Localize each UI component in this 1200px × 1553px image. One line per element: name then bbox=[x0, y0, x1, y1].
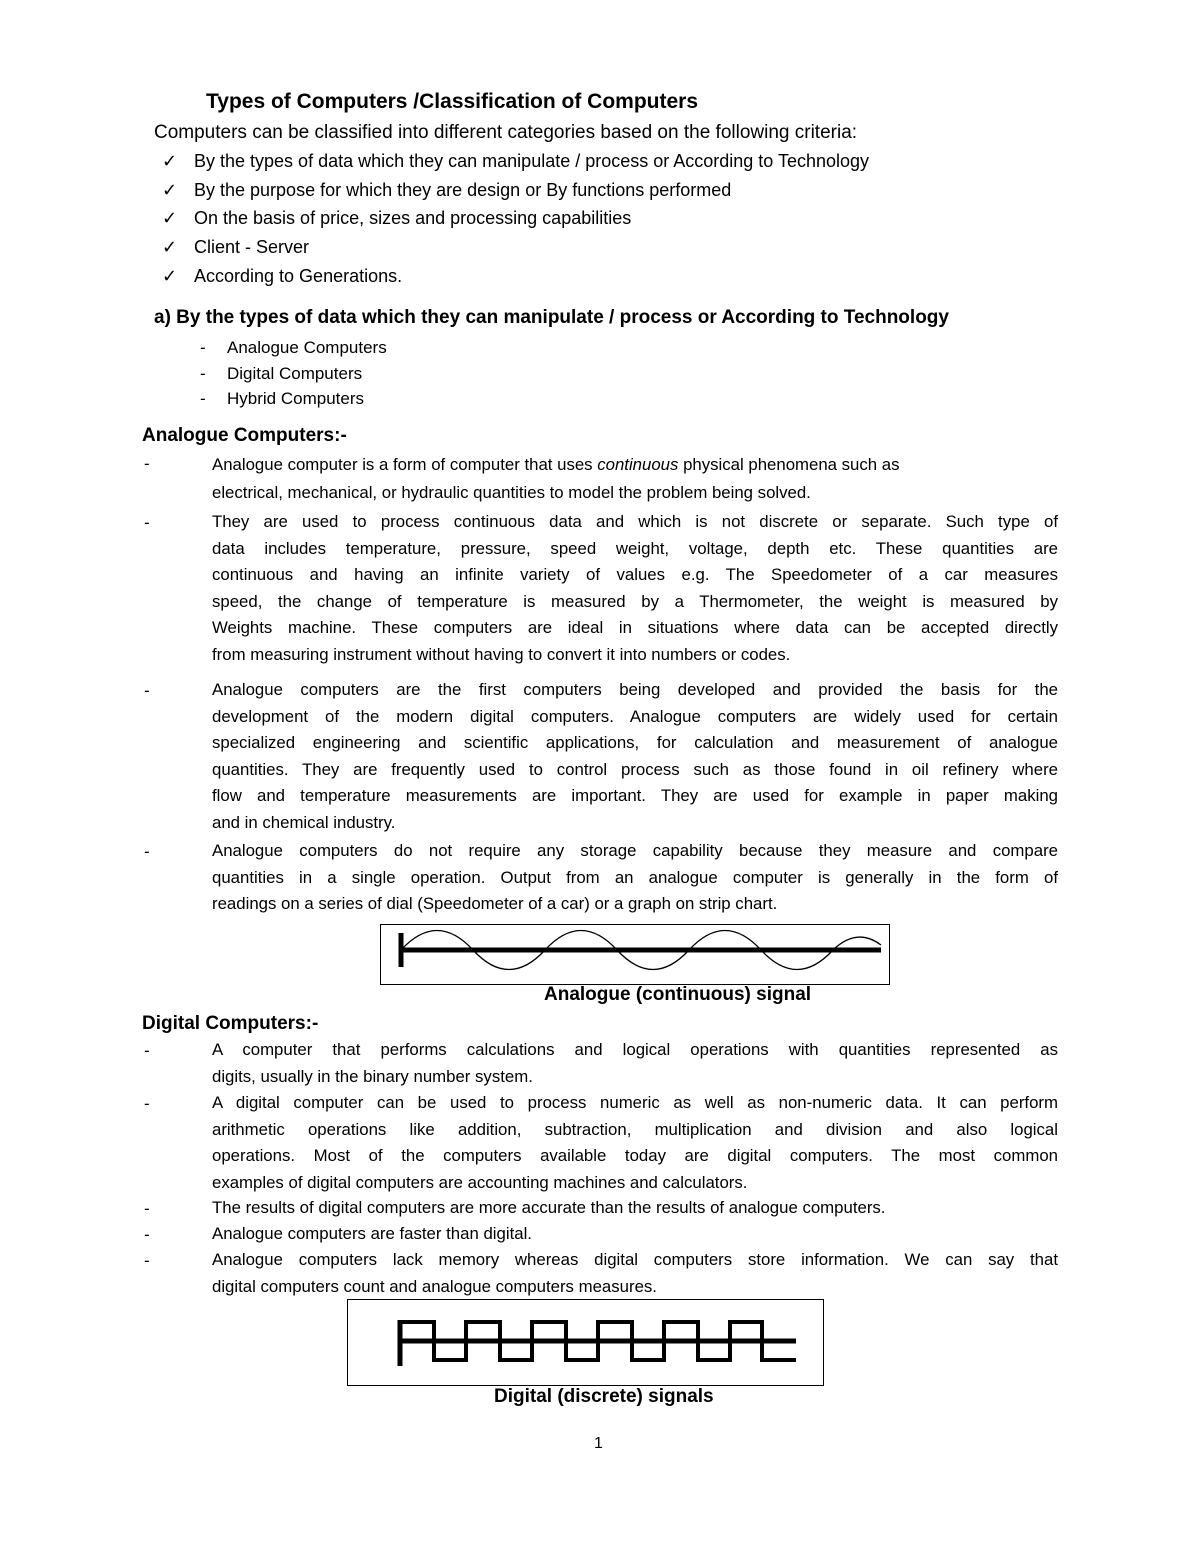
bullet-dash: - bbox=[144, 1094, 150, 1113]
digital-caption: Digital (discrete) signals bbox=[494, 1386, 714, 1407]
bullet-dash: - bbox=[144, 454, 150, 473]
analogue-paragraph-3 bbox=[212, 677, 1058, 836]
paragraph-line: A digital computer can be used to process numeric as well as non-numeric data. It can perform bbox=[212, 1093, 1058, 1112]
check-icon: ✓ bbox=[162, 208, 178, 228]
criteria-item: On the basis of price, sizes and processing capabilities bbox=[194, 208, 632, 228]
paragraph-line: and in chemical industry. bbox=[212, 812, 396, 832]
bullet-dash: - bbox=[144, 1251, 150, 1270]
paragraph-line: Analogue computers are the first computers being developed and provided the basis for the bbox=[212, 680, 1058, 699]
analogue-wave-icon bbox=[381, 925, 888, 983]
analogue-paragraph-4 bbox=[212, 838, 1058, 918]
paragraph-line: Analogue computer is a form of computer that uses continuous physical phenomena such as bbox=[212, 455, 900, 474]
analogue-caption: Analogue (continuous) signal bbox=[544, 984, 812, 1005]
digital-paragraph-4 bbox=[212, 1221, 1058, 1248]
paragraph-line: electrical, mechanical, or hydraulic quantities to model the problem being solved. bbox=[212, 483, 811, 502]
digital-paragraph-2 bbox=[212, 1090, 1058, 1196]
intro-text: Computers can be classified into different categories based on the following criteria: bbox=[154, 122, 858, 143]
paragraph-line: Analogue computers are faster than digital. bbox=[212, 1224, 532, 1243]
list-item: Hybrid Computers bbox=[227, 389, 364, 408]
paragraph-line: from measuring instrument without having to convert it into numbers or codes. bbox=[212, 644, 791, 664]
paragraph-line: examples of digital computers are accounting machines and calculators. bbox=[212, 1172, 748, 1192]
list-dash: - bbox=[200, 364, 206, 383]
paragraph-line: quantities in a single operation. Output from an analogue computer is generally in the form of bbox=[212, 867, 1058, 887]
paragraph-line: digital computers count and analogue computers measures. bbox=[212, 1276, 657, 1296]
digital-paragraph-3 bbox=[212, 1195, 1058, 1222]
paragraph-line: Analogue computers lack memory whereas digital computers store information. We can say that bbox=[212, 1250, 1058, 1269]
list-dash: - bbox=[200, 389, 206, 408]
criteria-item: Client - Server bbox=[194, 237, 310, 257]
page-title: Types of Computers /Classification of Computers bbox=[206, 90, 699, 113]
bullet-dash: - bbox=[144, 1225, 150, 1244]
check-icon: ✓ bbox=[162, 180, 178, 200]
digital-paragraph-1 bbox=[212, 1037, 1058, 1090]
digital-paragraph-5 bbox=[212, 1247, 1058, 1300]
bullet-dash: - bbox=[144, 1041, 150, 1060]
check-icon: ✓ bbox=[162, 151, 178, 171]
paragraph-line: quantities. They are frequently used to control process such as those found in oil refinery where bbox=[212, 759, 1058, 779]
analogue-heading: Analogue Computers:- bbox=[142, 425, 347, 446]
analogue-paragraph-1 bbox=[212, 450, 1058, 507]
paragraph-line: data includes temperature, pressure, speed weight, voltage, depth etc. These quantities are bbox=[212, 538, 1058, 558]
paragraph-line: speed, the change of temperature is measured by a Thermometer, the weight is measured by bbox=[212, 591, 1058, 611]
paragraph-line: arithmetic operations like addition, subtraction, multiplication and division and also logical bbox=[212, 1119, 1058, 1139]
digital-signal-figure bbox=[347, 1299, 824, 1386]
paragraph-line: continuous and having an infinite variety of values e.g. The Speedometer of a car measures bbox=[212, 565, 1058, 584]
check-icon: ✓ bbox=[162, 266, 178, 286]
paragraph-line: Weights machine. These computers are ideal in situations where data can be accepted directly bbox=[212, 618, 1058, 637]
criteria-item: According to Generations. bbox=[194, 266, 403, 286]
paragraph-line: A computer that performs calculations and logical operations with quantities represented as bbox=[212, 1040, 1058, 1059]
check-icon: ✓ bbox=[162, 237, 178, 257]
analogue-signal-figure bbox=[380, 924, 890, 985]
list-dash: - bbox=[200, 338, 206, 357]
paragraph-line: They are used to process continuous data and which is not discrete or separate. Such type of bbox=[212, 512, 1058, 531]
paragraph-line: development of the modern digital computers. Analogue computers are widely used for certain bbox=[212, 706, 1058, 726]
paragraph-line: specialized engineering and scientific applications, for calculation and measurement of analogue bbox=[212, 733, 1058, 752]
criteria-item: By the types of data which they can manipulate / process or According to Technology bbox=[194, 151, 870, 171]
paragraph-line: readings on a series of dial (Speedometer of a car) or a graph on strip chart. bbox=[212, 894, 778, 913]
bullet-dash: - bbox=[144, 681, 150, 700]
criteria-item: By the purpose for which they are design or By functions performed bbox=[194, 180, 732, 200]
emphasis-text: continuous bbox=[597, 455, 679, 474]
digital-heading: Digital Computers:- bbox=[142, 1013, 319, 1034]
list-item: Analogue Computers bbox=[227, 338, 387, 357]
paragraph-line: operations. Most of the computers available today are digital computers. The most common bbox=[212, 1146, 1058, 1165]
paragraph-line: digits, usually in the binary number system. bbox=[212, 1066, 533, 1086]
bullet-dash: - bbox=[144, 1199, 150, 1218]
analogue-paragraph-2 bbox=[212, 509, 1058, 668]
list-item: Digital Computers bbox=[227, 364, 363, 383]
bullet-dash: - bbox=[144, 842, 150, 861]
page-number: 1 bbox=[594, 1435, 603, 1452]
digital-wave-icon bbox=[348, 1300, 822, 1384]
paragraph-line: The results of digital computers are more accurate than the results of analogue computers. bbox=[212, 1198, 886, 1217]
paragraph-line: flow and temperature measurements are important. They are used for example in paper making bbox=[212, 786, 1058, 805]
bullet-dash: - bbox=[144, 513, 150, 532]
paragraph-line: Analogue computers do not require any storage capability because they measure and compare bbox=[212, 841, 1058, 860]
section-a-heading: a) By the types of data which they can manipulate / process or According to Technology bbox=[154, 307, 949, 328]
